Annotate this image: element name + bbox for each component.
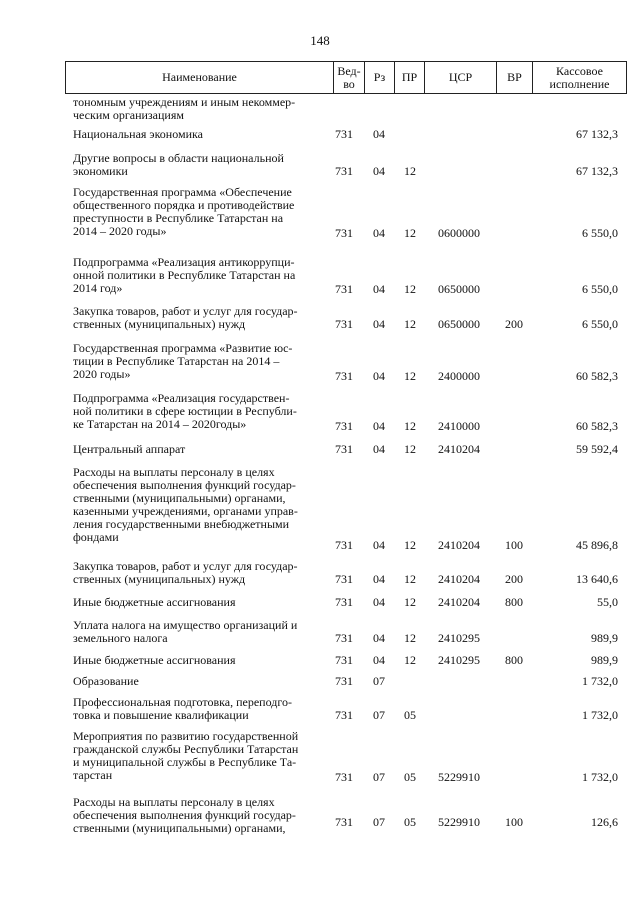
row-name: Государственная программа «Развитие юс- тиции в Республике Татарстан на 2014 – 2020 годы» bbox=[73, 341, 293, 381]
row-sum: 60 582,3 bbox=[576, 369, 618, 383]
row-sum: 55,0 bbox=[597, 595, 618, 609]
row-csr: 2410295 bbox=[438, 631, 480, 645]
row-csr: 2410204 bbox=[438, 595, 480, 609]
row-name: Иные бюджетные ассигнования bbox=[73, 653, 236, 667]
header-sum bbox=[532, 62, 626, 93]
row-name: тономным учреждениям и иным некоммер- ческим организациям bbox=[73, 95, 296, 122]
row-pr: 12 bbox=[404, 369, 416, 383]
row-rz: 04 bbox=[373, 631, 385, 645]
row-ved: 731 bbox=[335, 164, 353, 178]
row-sum: 1 732,0 bbox=[582, 708, 618, 722]
row-csr: 0600000 bbox=[438, 226, 480, 240]
row-rz: 04 bbox=[373, 369, 385, 383]
row-name: Расходы на выплаты персоналу в целях обеспечения выполнения функций государ- ственными (муниципальными) органами, bbox=[73, 795, 296, 835]
header-ved-line1: Вед- bbox=[337, 63, 361, 78]
row-name: Профессиональная подготовка, переподго- товка и повышение квалификации bbox=[73, 695, 292, 722]
row-pr: 12 bbox=[404, 419, 416, 433]
row-name: Закупка товаров, работ и услуг для государ- ственных (муниципальных) нужд bbox=[73, 304, 298, 331]
row-sum: 6 550,0 bbox=[582, 282, 618, 296]
row-sum: 60 582,3 bbox=[576, 419, 618, 433]
table-header bbox=[65, 61, 627, 94]
row-ved: 731 bbox=[335, 369, 353, 383]
row-rz: 04 bbox=[373, 538, 385, 552]
row-rz: 07 bbox=[373, 708, 385, 722]
row-csr: 2410000 bbox=[438, 419, 480, 433]
row-name: Национальная экономика bbox=[73, 127, 203, 141]
row-ved: 731 bbox=[335, 538, 353, 552]
row-pr: 12 bbox=[404, 164, 416, 178]
row-sum: 1 732,0 bbox=[582, 770, 618, 784]
row-rz: 04 bbox=[373, 317, 385, 331]
row-name: Расходы на выплаты персоналу в целях обеспечения выполнения функций государ- ственными (муниципальными) органами, казенными учреждениями, органами управ- ления государственными внебюджетными фондами bbox=[73, 465, 298, 544]
row-ved: 731 bbox=[335, 282, 353, 296]
row-vr: 800 bbox=[505, 653, 523, 667]
row-name: Образование bbox=[73, 674, 139, 688]
row-pr: 12 bbox=[404, 595, 416, 609]
header-csr: ЦСР bbox=[424, 62, 496, 93]
row-sum: 67 132,3 bbox=[576, 127, 618, 141]
row-sum: 13 640,6 bbox=[576, 572, 618, 586]
row-name: Иные бюджетные ассигнования bbox=[73, 595, 236, 609]
row-pr: 12 bbox=[404, 317, 416, 331]
row-ved: 731 bbox=[335, 674, 353, 688]
row-ved: 731 bbox=[335, 595, 353, 609]
row-sum: 59 592,4 bbox=[576, 442, 618, 456]
header-pr: ПР bbox=[394, 62, 424, 93]
row-rz: 04 bbox=[373, 572, 385, 586]
row-name: Государственная программа «Обеспечение общественного порядка и противодействие преступности в Республике Татарстан на 2014 – 2020 годы» bbox=[73, 185, 295, 238]
row-csr: 2410204 bbox=[438, 572, 480, 586]
row-csr: 2410204 bbox=[438, 538, 480, 552]
row-vr: 100 bbox=[505, 538, 523, 552]
row-pr: 12 bbox=[404, 442, 416, 456]
row-ved: 731 bbox=[335, 770, 353, 784]
row-sum: 126,6 bbox=[591, 815, 618, 829]
row-csr: 0650000 bbox=[438, 317, 480, 331]
row-name: Другие вопросы в области национальной экономики bbox=[73, 151, 284, 178]
header-sum-line2: исполнение bbox=[549, 76, 610, 91]
row-rz: 04 bbox=[373, 419, 385, 433]
row-vr: 800 bbox=[505, 595, 523, 609]
row-ved: 731 bbox=[335, 815, 353, 829]
row-ved: 731 bbox=[335, 708, 353, 722]
row-sum: 45 896,8 bbox=[576, 538, 618, 552]
row-name: Мероприятия по развитию государственной гражданской службы Республики Татарстан и муниципальной службы в Республике Та- тарстан bbox=[73, 729, 299, 782]
page-number: 148 bbox=[310, 33, 330, 48]
row-pr: 12 bbox=[404, 631, 416, 645]
row-sum: 6 550,0 bbox=[582, 226, 618, 240]
row-pr: 05 bbox=[404, 770, 416, 784]
row-vr: 200 bbox=[505, 572, 523, 586]
row-name: Уплата налога на имущество организаций и земельного налога bbox=[73, 618, 298, 645]
row-ved: 731 bbox=[335, 631, 353, 645]
row-csr: 2410204 bbox=[438, 442, 480, 456]
row-vr: 100 bbox=[505, 815, 523, 829]
header-ved-line2: во bbox=[343, 76, 355, 91]
row-rz: 04 bbox=[373, 127, 385, 141]
header-name: Наименование bbox=[162, 70, 237, 84]
header-ved bbox=[333, 62, 364, 93]
row-csr: 5229910 bbox=[438, 815, 480, 829]
row-rz: 07 bbox=[373, 674, 385, 688]
row-pr: 12 bbox=[404, 282, 416, 296]
row-ved: 731 bbox=[335, 226, 353, 240]
row-pr: 12 bbox=[404, 226, 416, 240]
row-rz: 04 bbox=[373, 595, 385, 609]
header-rz: Рз bbox=[364, 62, 394, 93]
row-pr: 12 bbox=[404, 653, 416, 667]
row-ved: 731 bbox=[335, 442, 353, 456]
row-csr: 5229910 bbox=[438, 770, 480, 784]
row-sum: 1 732,0 bbox=[582, 674, 618, 688]
row-csr: 2410295 bbox=[438, 653, 480, 667]
row-rz: 07 bbox=[373, 770, 385, 784]
row-name: Подпрограмма «Реализация государствен- ной политики в сфере юстиции в Республи- ке Татарстан на 2014 – 2020годы» bbox=[73, 391, 297, 431]
row-name: Подпрограмма «Реализация антикоррупци- онной политики в Республике Татарстан на 2014 год» bbox=[73, 255, 296, 295]
row-sum: 67 132,3 bbox=[576, 164, 618, 178]
header-sum-line1: Кассовое bbox=[556, 63, 603, 78]
row-rz: 04 bbox=[373, 164, 385, 178]
row-rz: 07 bbox=[373, 815, 385, 829]
row-sum: 989,9 bbox=[591, 631, 618, 645]
row-rz: 04 bbox=[373, 442, 385, 456]
row-name: Закупка товаров, работ и услуг для государ- ственных (муниципальных) нужд bbox=[73, 559, 298, 586]
row-sum: 6 550,0 bbox=[582, 317, 618, 331]
row-rz: 04 bbox=[373, 282, 385, 296]
row-csr: 0650000 bbox=[438, 282, 480, 296]
row-ved: 731 bbox=[335, 127, 353, 141]
row-pr: 12 bbox=[404, 538, 416, 552]
row-rz: 04 bbox=[373, 226, 385, 240]
row-pr: 05 bbox=[404, 815, 416, 829]
row-rz: 04 bbox=[373, 653, 385, 667]
row-ved: 731 bbox=[335, 653, 353, 667]
row-sum: 989,9 bbox=[591, 653, 618, 667]
row-pr: 12 bbox=[404, 572, 416, 586]
row-ved: 731 bbox=[335, 317, 353, 331]
row-vr: 200 bbox=[505, 317, 523, 331]
row-name: Центральный аппарат bbox=[73, 442, 186, 456]
row-ved: 731 bbox=[335, 419, 353, 433]
row-ved: 731 bbox=[335, 572, 353, 586]
row-csr: 2400000 bbox=[438, 369, 480, 383]
header-vr: ВР bbox=[496, 62, 532, 93]
row-pr: 05 bbox=[404, 708, 416, 722]
